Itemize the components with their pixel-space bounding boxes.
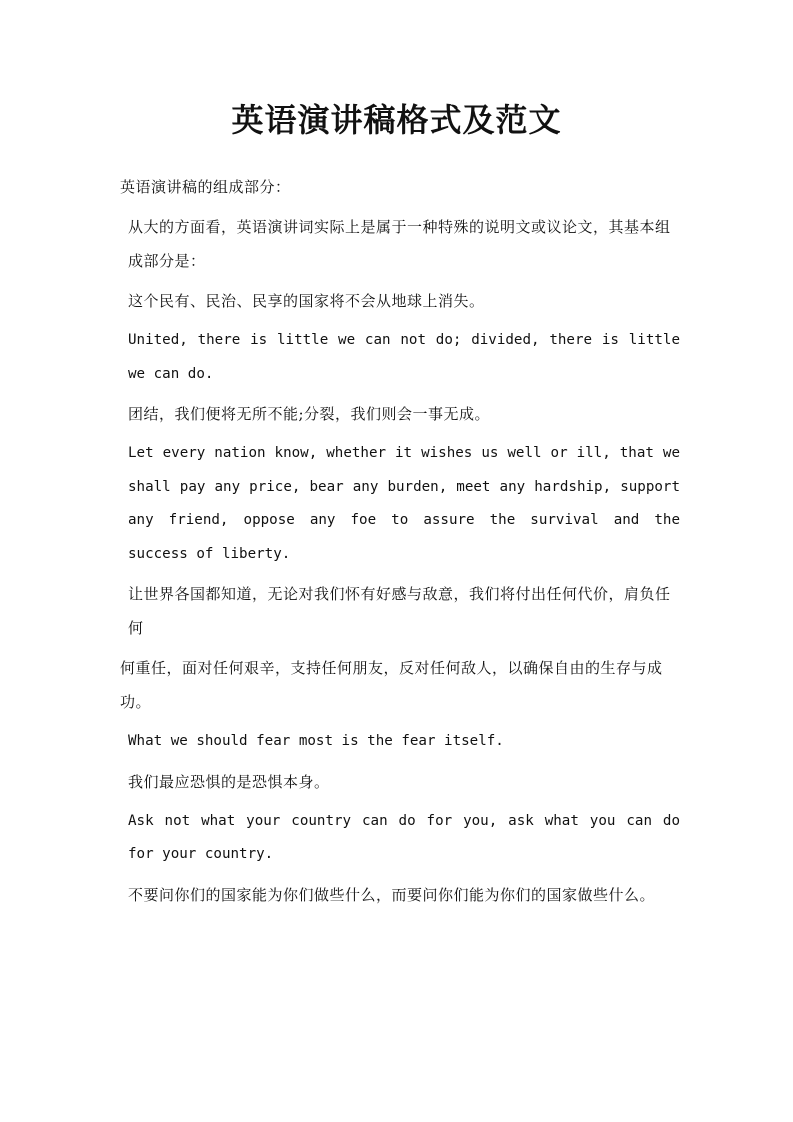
paragraph-composition: 从大的方面看，英语演讲词实际上是属于一种特殊的说明文或议论文，其基本组成部分是：: [128, 218, 671, 270]
paragraph-intro-heading: 英语演讲稿的组成部分：: [120, 178, 291, 196]
document-title: 英语演讲稿格式及范文: [231, 101, 562, 139]
paragraph-chinese-2: 团结，我们便将无所不能;分裂，我们则会一事无成。: [128, 405, 491, 423]
paragraph-english-3: What we should fear most is the fear itself.: [128, 733, 504, 749]
paragraph-chinese-4: 我们最应恐惧的是恐惧本身。: [128, 772, 330, 791]
paragraph-english-1: United, there is little we can not do; divided, there is little we can do.: [128, 332, 680, 382]
paragraph-english-4: Ask not what your country can do for you, ask what you can do for your country.: [128, 812, 680, 862]
paragraph-english-2: Let every nation know, whether it wishes us well or ill, that we shall pay any price, bear any burden, meet any hardship, support any friend, oppose any foe to assure the survival and the success of liberty.: [128, 445, 680, 562]
paragraph-chinese-1: 这个民有、民治、民享的国家将不会从地球上消失。: [128, 292, 485, 310]
paragraph-chinese-3: 让世界各国都知道，无论对我们怀有好感与敌意，我们将付出任何代价，肩负任何: [128, 585, 671, 637]
document-body: [120, 170, 680, 912]
paragraph-chinese-3-continued: 何重任，面对任何艰辛，支持任何朋友，反对任何敌人，以确保自由的生存与成功。: [120, 659, 663, 711]
paragraph-chinese-5: 不要问你们的国家能为你们做些什么，而要问你们能为你们的国家做些什么。: [128, 885, 656, 904]
